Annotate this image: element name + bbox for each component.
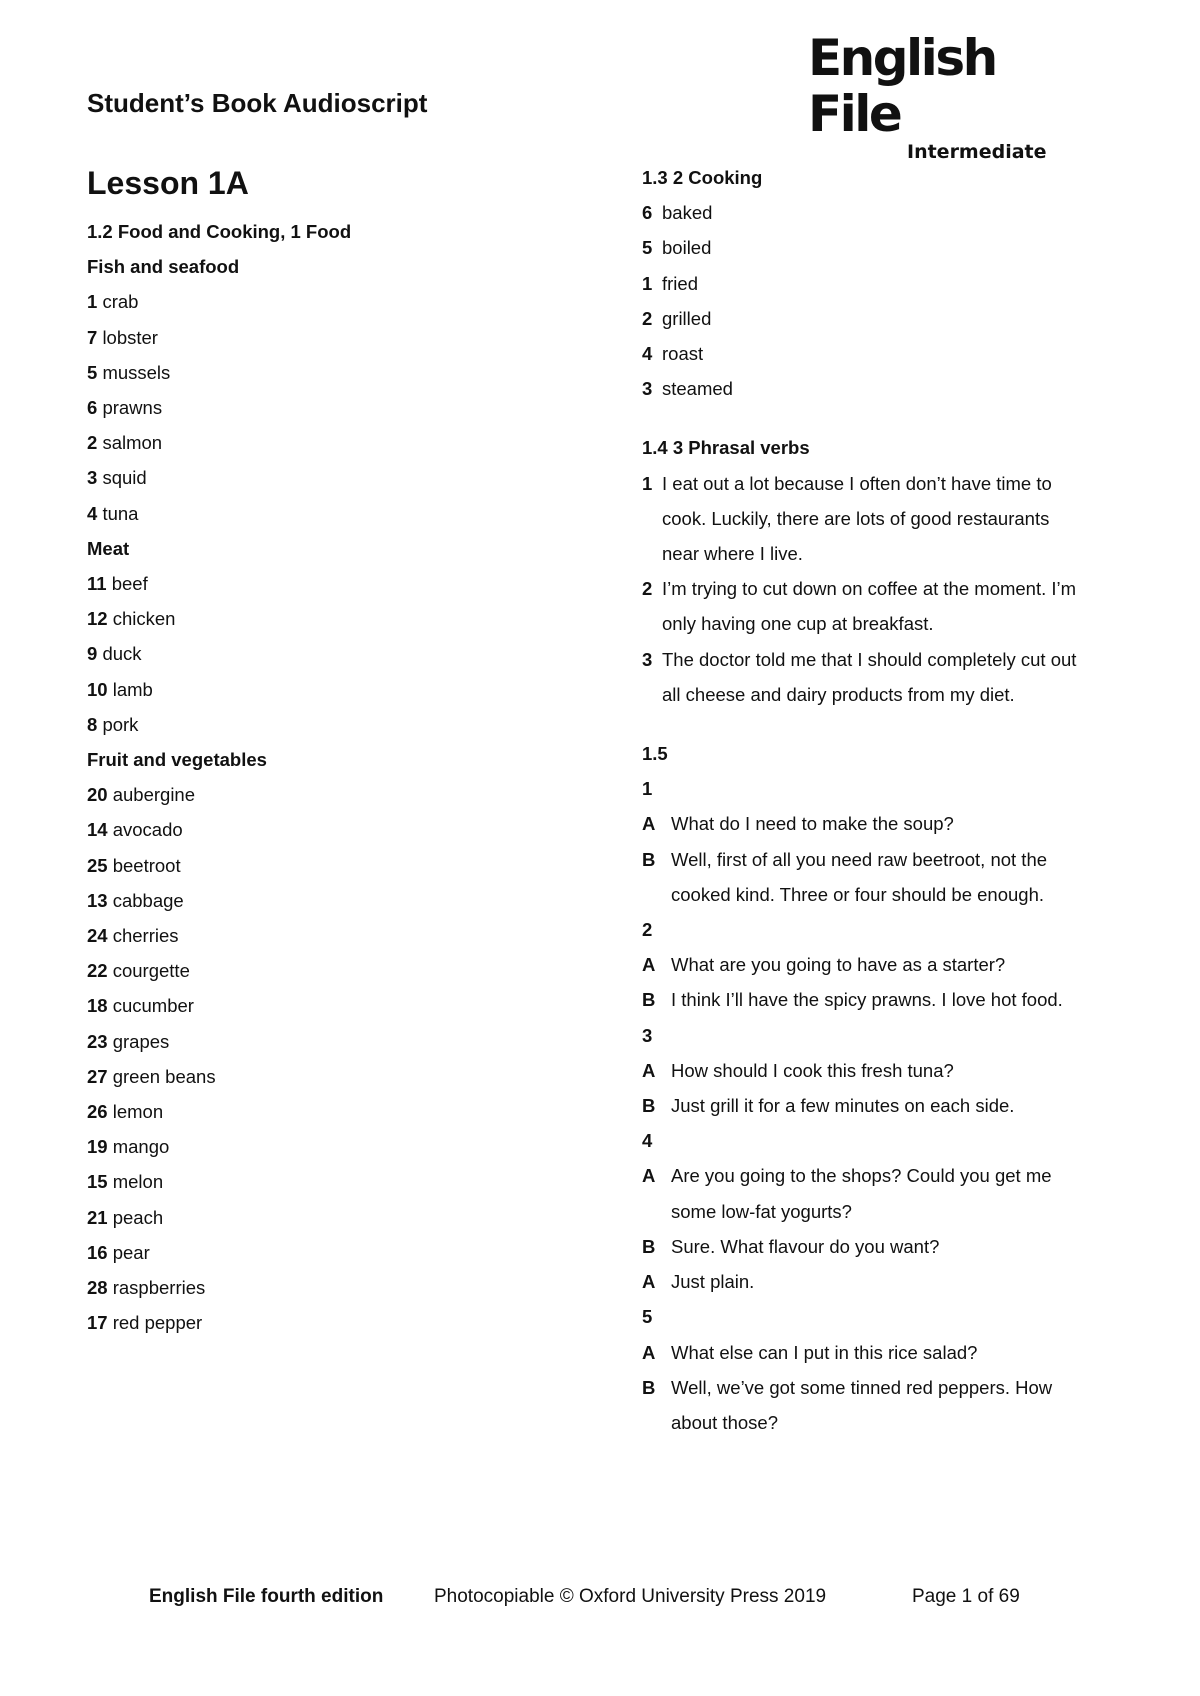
vocab-item	[87, 566, 607, 601]
item-number: 2	[642, 578, 653, 600]
text-line: The doctor told me that I should completely cut out	[662, 648, 1077, 670]
text-line: How should I cook this fresh tuna?	[671, 1059, 954, 1081]
speaker-label: B	[642, 1376, 656, 1398]
item-number: 19	[87, 1136, 108, 1158]
left-column	[87, 160, 607, 1341]
item-word: tuna	[102, 502, 139, 524]
item-word: avocado	[112, 819, 183, 841]
text-line: near where I live.	[662, 543, 803, 565]
item-number: 23	[87, 1030, 108, 1052]
item-word: cucumber	[112, 995, 194, 1017]
item-number: 15	[87, 1171, 108, 1193]
dialogue-line	[642, 842, 1132, 912]
item-word: green beans	[112, 1065, 216, 1087]
vocab-item	[87, 672, 607, 707]
item-number: 5	[87, 361, 98, 383]
item-number: 8	[87, 713, 98, 735]
item-word: crab	[102, 291, 139, 313]
text-line: Well, we’ve got some tinned red peppers. How	[671, 1376, 1053, 1398]
item-number: 12	[87, 608, 108, 630]
item-number: 5	[642, 237, 653, 259]
item-number: 22	[87, 960, 108, 982]
item-word: beetroot	[112, 854, 181, 876]
text-line: Are you going to the shops? Could you get me	[671, 1165, 1052, 1187]
item-number: 7	[87, 326, 98, 348]
item-word: grapes	[112, 1030, 170, 1052]
vocab-item	[87, 988, 607, 1023]
item-word: red pepper	[112, 1312, 203, 1334]
item-word: melon	[112, 1171, 164, 1193]
item-word: roast	[662, 343, 704, 365]
item-word: lamb	[112, 678, 153, 700]
footer-edition: English File fourth edition	[149, 1586, 384, 1607]
dialogue-text	[671, 1158, 1132, 1228]
dialogue-line	[642, 947, 1132, 982]
vocab-item	[87, 1164, 607, 1199]
english-file-logo	[808, 30, 1088, 162]
cooking-item	[642, 266, 1132, 301]
item-number: 21	[87, 1206, 108, 1228]
item-word: lemon	[112, 1101, 164, 1123]
phrasal-item	[642, 571, 1132, 641]
item-word: squid	[102, 467, 147, 489]
item-number: 26	[87, 1101, 108, 1123]
dialogue-line	[642, 1335, 1132, 1370]
text-line: Just grill it for a few minutes on each side.	[671, 1095, 1015, 1117]
item-word: mango	[112, 1136, 170, 1158]
vocab-item	[87, 496, 607, 531]
section-title: 1.2 Food and Cooking, 1 Food	[87, 221, 352, 242]
speaker-label: A	[642, 954, 656, 976]
vocab-item	[87, 320, 607, 355]
dialogue-number: 1	[642, 778, 653, 800]
item-number: 2	[642, 307, 653, 329]
dialogue-line	[642, 982, 1132, 1017]
vocab-item	[87, 460, 607, 495]
phrasal-text	[662, 466, 1132, 572]
item-word: grilled	[662, 307, 712, 329]
item-number: 4	[87, 502, 98, 524]
group-heading: Fruit and vegetables	[87, 749, 267, 771]
cooking-item	[642, 301, 1132, 336]
item-word: fried	[662, 272, 698, 294]
vocab-item	[87, 1059, 607, 1094]
item-word: boiled	[662, 237, 712, 259]
vocabulary-groups	[87, 249, 607, 1340]
speaker-label: A	[642, 1165, 656, 1187]
item-number: 17	[87, 1312, 108, 1334]
item-number: 2	[87, 432, 98, 454]
cooking-heading: 1.3 2 Cooking	[642, 167, 763, 188]
item-number: 18	[87, 995, 108, 1017]
dialogue-text	[671, 1335, 1132, 1370]
logo-title: English File	[808, 29, 996, 143]
text-line: cook. Luckily, there are lots of good restaurants	[662, 507, 1050, 529]
cooking-list	[642, 195, 1132, 406]
item-number: 14	[87, 819, 108, 841]
dialogue-text	[671, 1229, 1132, 1264]
vocab-item	[87, 848, 607, 883]
item-word: pork	[102, 713, 139, 735]
item-word: mussels	[102, 361, 171, 383]
item-number: 24	[87, 925, 108, 947]
speaker-label: B	[642, 1235, 656, 1257]
text-line: about those?	[671, 1411, 778, 1433]
group-heading: Fish and seafood	[87, 256, 240, 278]
phrasal-list	[642, 466, 1132, 712]
item-number: 3	[642, 648, 653, 670]
dialogue-line	[642, 1088, 1132, 1123]
item-word: prawns	[102, 397, 163, 419]
item-word: baked	[662, 202, 713, 224]
item-number: 16	[87, 1241, 108, 1263]
vocab-item	[87, 1094, 607, 1129]
speaker-label: B	[642, 848, 656, 870]
dialogue-text	[671, 1264, 1132, 1299]
dialogue-line	[642, 1053, 1132, 1088]
item-word: pear	[112, 1241, 150, 1263]
vocab-item	[87, 1200, 607, 1235]
vocab-item	[87, 1305, 607, 1340]
footer-copyright: Photocopiable © Oxford University Press 2019	[434, 1586, 827, 1607]
dialogue-number: 2	[642, 919, 653, 941]
text-line: I’m trying to cut down on coffee at the moment. I’m	[662, 578, 1077, 600]
item-number: 6	[642, 202, 653, 224]
vocab-item	[87, 636, 607, 671]
dialogue-text	[671, 982, 1132, 1017]
text-line: Just plain.	[671, 1271, 755, 1293]
logo-level: Intermediate	[907, 141, 1047, 163]
item-number: 9	[87, 643, 98, 665]
vocab-item	[87, 1129, 607, 1164]
item-number: 10	[87, 678, 108, 700]
vocab-item	[87, 918, 607, 953]
item-number: 1	[87, 291, 98, 313]
text-line: Well, first of all you need raw beetroot, not the	[671, 848, 1048, 870]
speaker-label: A	[642, 813, 656, 835]
item-word: steamed	[662, 378, 733, 400]
item-word: cherries	[112, 925, 179, 947]
dialogue-text	[671, 1370, 1132, 1440]
text-line: What do I need to make the soup?	[671, 813, 954, 835]
text-line: some low-fat yogurts?	[671, 1200, 852, 1222]
dialogue-text	[671, 1053, 1132, 1088]
vocab-item	[87, 953, 607, 988]
item-number: 4	[642, 343, 653, 365]
lesson-title: Lesson 1A	[87, 165, 249, 201]
cooking-item	[642, 371, 1132, 406]
item-number: 25	[87, 854, 108, 876]
item-word: salmon	[102, 432, 163, 454]
dialogue-line	[642, 806, 1132, 841]
vocab-item	[87, 284, 607, 319]
vocab-item	[87, 812, 607, 847]
phrasal-heading: 1.4 3 Phrasal verbs	[642, 437, 810, 459]
item-word: courgette	[112, 960, 190, 982]
dialogue-line	[642, 1370, 1132, 1440]
item-word: raspberries	[112, 1277, 206, 1299]
item-number: 1	[642, 472, 653, 494]
item-number: 6	[87, 397, 98, 419]
group-heading: Meat	[87, 537, 130, 559]
item-word: beef	[111, 573, 148, 595]
cooking-item	[642, 336, 1132, 371]
item-word: aubergine	[112, 784, 196, 806]
text-line: What are you going to have as a starter?	[671, 954, 1006, 976]
speaker-label: A	[642, 1341, 656, 1363]
item-number: 27	[87, 1065, 108, 1087]
item-number: 3	[642, 378, 653, 400]
speaker-label: B	[642, 1095, 656, 1117]
phrasal-item	[642, 466, 1132, 572]
dialogue-line	[642, 1158, 1132, 1228]
dialogue-number: 3	[642, 1024, 653, 1046]
speaker-label: A	[642, 1271, 656, 1293]
cooking-item	[642, 230, 1132, 265]
right-column	[642, 160, 1132, 1440]
text-line: only having one cup at breakfast.	[662, 613, 934, 635]
dialogue-line	[642, 1264, 1132, 1299]
vocab-item	[87, 777, 607, 812]
item-number: 20	[87, 784, 108, 806]
cooking-item	[642, 195, 1132, 230]
text-line: cooked kind. Three or four should be enough.	[671, 883, 1044, 905]
text-line: all cheese and dairy products from my diet.	[662, 683, 1015, 705]
vocab-item	[87, 425, 607, 460]
item-word: peach	[112, 1206, 164, 1228]
vocab-item	[87, 1270, 607, 1305]
text-line: I eat out a lot because I often don’t have time to	[662, 472, 1052, 494]
vocab-item	[87, 601, 607, 636]
item-word: lobster	[102, 326, 158, 348]
dialogue-number: 5	[642, 1306, 653, 1328]
vocab-item	[87, 707, 607, 742]
vocab-item	[87, 883, 607, 918]
text-line: What else can I put in this rice salad?	[671, 1341, 978, 1363]
phrasal-text	[662, 571, 1132, 641]
phrasal-item	[642, 642, 1132, 712]
item-number: 3	[87, 467, 98, 489]
speaker-label: B	[642, 989, 656, 1011]
vocab-item	[87, 390, 607, 425]
text-line: Sure. What flavour do you want?	[671, 1235, 940, 1257]
vocab-item	[87, 1024, 607, 1059]
dialogue-text	[671, 842, 1132, 912]
dialogue-text	[671, 1088, 1132, 1123]
vocab-item	[87, 355, 607, 390]
item-number: 11	[87, 573, 107, 595]
item-number: 28	[87, 1277, 108, 1299]
dialogue-number: 4	[642, 1130, 653, 1152]
dialogue-text	[671, 806, 1132, 841]
item-number: 1	[642, 272, 653, 294]
speaker-label: A	[642, 1059, 656, 1081]
item-word: chicken	[112, 608, 176, 630]
dialogues-list	[642, 771, 1132, 1440]
phrasal-text	[662, 642, 1132, 712]
dialogues-heading: 1.5	[642, 743, 668, 765]
vocab-item	[87, 1235, 607, 1270]
dialogue-text	[671, 947, 1132, 982]
document-title: Student’s Book Audioscript	[87, 88, 428, 118]
item-word: cabbage	[112, 889, 184, 911]
text-line: I think I’ll have the spicy prawns. I love hot food.	[671, 989, 1063, 1011]
dialogue-line	[642, 1229, 1132, 1264]
footer-page-number: Page 1 of 69	[912, 1586, 1020, 1607]
item-word: duck	[102, 643, 142, 665]
item-number: 13	[87, 889, 108, 911]
